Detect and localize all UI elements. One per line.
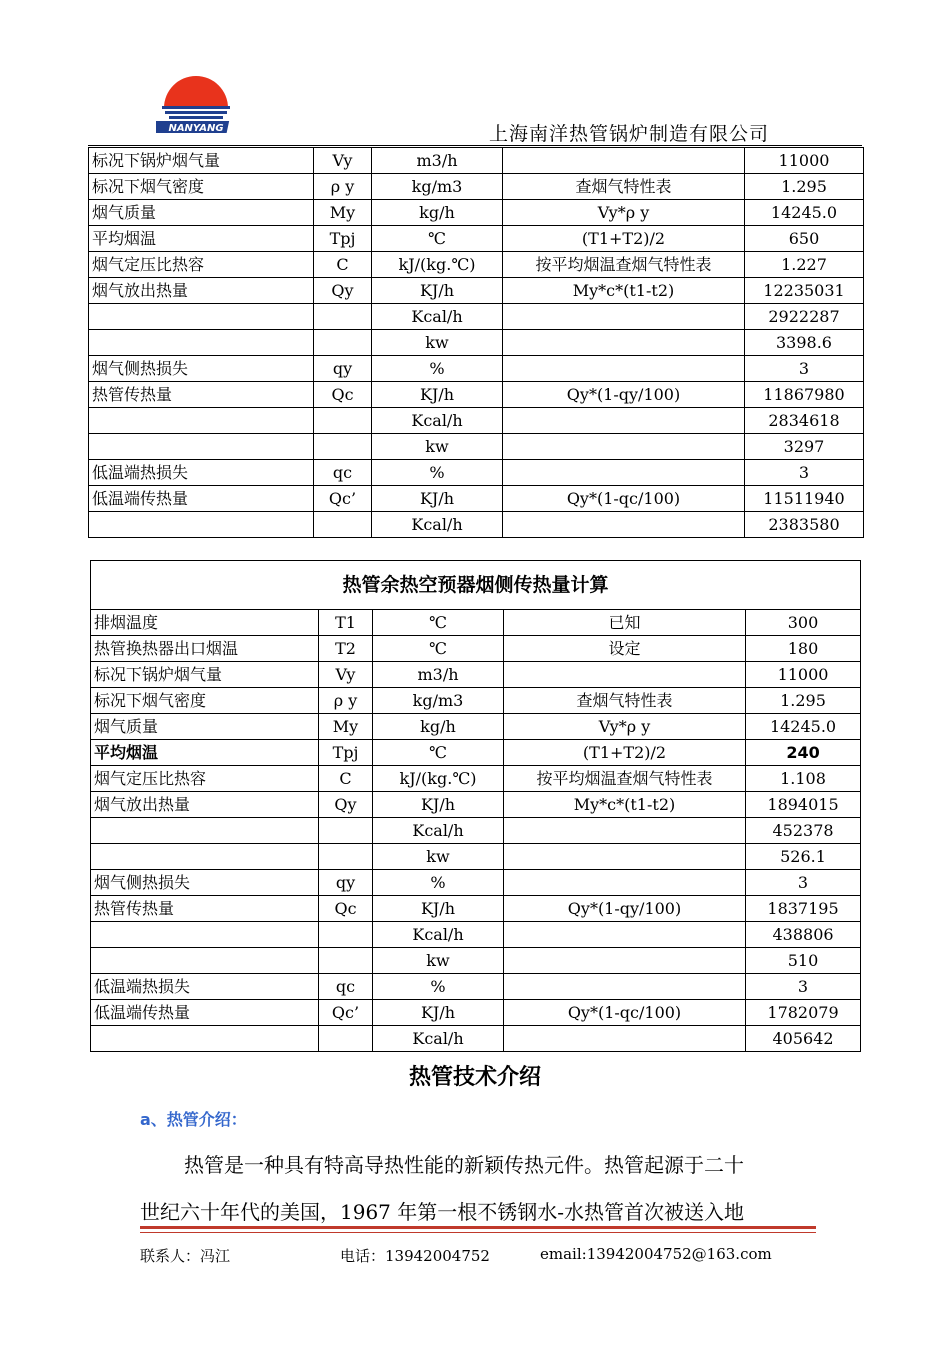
table-row <box>89 278 864 304</box>
row-name <box>91 948 319 974</box>
row-value: 438806 <box>746 922 861 948</box>
row-symbol <box>319 948 373 974</box>
row-symbol: C <box>319 766 373 792</box>
row-name <box>89 304 314 330</box>
row-value: 2383580 <box>745 512 864 538</box>
row-formula <box>503 356 745 382</box>
row-formula: My*c*(t1-t2) <box>503 278 745 304</box>
row-unit: m3/h <box>373 662 504 688</box>
row-formula <box>504 844 746 870</box>
table-row <box>91 1026 861 1052</box>
row-unit: % <box>373 870 504 896</box>
row-symbol <box>314 512 372 538</box>
row-name: 烟气侧热损失 <box>91 870 319 896</box>
table-row <box>89 252 864 278</box>
row-formula <box>504 818 746 844</box>
row-name <box>91 1026 319 1052</box>
row-symbol <box>319 1026 373 1052</box>
row-value: 1.108 <box>746 766 861 792</box>
row-formula: 设定 <box>504 636 746 662</box>
row-unit: Kcal/h <box>373 818 504 844</box>
row-value: 3 <box>746 974 861 1000</box>
row-value: 510 <box>746 948 861 974</box>
row-symbol <box>314 330 372 356</box>
row-unit: KJ/h <box>373 1000 504 1026</box>
table-row <box>89 148 864 174</box>
row-name: 平均烟温 <box>91 740 319 766</box>
row-symbol <box>319 844 373 870</box>
row-name: 烟气质量 <box>89 200 314 226</box>
row-unit: kw <box>373 844 504 870</box>
row-unit: KJ/h <box>373 792 504 818</box>
table-row <box>91 974 861 1000</box>
row-value: 11000 <box>745 148 864 174</box>
row-value: 1.295 <box>745 174 864 200</box>
row-formula <box>503 434 745 460</box>
row-unit: kw <box>372 330 503 356</box>
heat-calc-table-2 <box>90 560 861 1052</box>
row-value: 11867980 <box>745 382 864 408</box>
footer-phone: 电话：13942004752 <box>340 1247 490 1265</box>
row-unit: % <box>373 974 504 1000</box>
row-name: 低温端热损失 <box>89 460 314 486</box>
table-row <box>89 356 864 382</box>
row-formula: (T1+T2)/2 <box>503 226 745 252</box>
row-formula: Qy*(1-qy/100) <box>503 382 745 408</box>
table-row <box>91 870 861 896</box>
row-unit: KJ/h <box>372 278 503 304</box>
table-row <box>91 896 861 922</box>
row-formula <box>503 408 745 434</box>
row-formula <box>504 948 746 974</box>
row-value: 1.227 <box>745 252 864 278</box>
row-name: 烟气质量 <box>91 714 319 740</box>
table-row <box>91 636 861 662</box>
row-unit: m3/h <box>372 148 503 174</box>
table-row <box>89 408 864 434</box>
row-value: 650 <box>745 226 864 252</box>
row-name: 烟气放出热量 <box>89 278 314 304</box>
row-unit: Kcal/h <box>373 922 504 948</box>
row-name: 热管传热量 <box>89 382 314 408</box>
table-row <box>91 922 861 948</box>
row-symbol: qy <box>319 870 373 896</box>
footer-rule-thin <box>140 1232 816 1233</box>
row-formula: Qy*(1-qc/100) <box>503 486 745 512</box>
row-name: 烟气侧热损失 <box>89 356 314 382</box>
row-name <box>91 818 319 844</box>
footer-email: email:13942004752@163.com <box>540 1245 772 1263</box>
row-value: 2922287 <box>745 304 864 330</box>
row-unit: kg/m3 <box>373 688 504 714</box>
row-formula: Qy*(1-qc/100) <box>504 1000 746 1026</box>
row-unit: KJ/h <box>372 486 503 512</box>
row-name: 平均烟温 <box>89 226 314 252</box>
row-symbol: T1 <box>319 610 373 636</box>
row-unit: kg/m3 <box>372 174 503 200</box>
table-row <box>91 948 861 974</box>
row-unit: Kcal/h <box>372 304 503 330</box>
table-row <box>89 512 864 538</box>
row-name <box>89 434 314 460</box>
row-value: 1.295 <box>746 688 861 714</box>
row-unit: ℃ <box>372 226 503 252</box>
row-name: 标况下烟气密度 <box>91 688 319 714</box>
row-symbol <box>314 434 372 460</box>
table-row <box>89 382 864 408</box>
table-title: 热管余热空预器烟侧传热量计算 <box>91 561 861 610</box>
section-title: 热管技术介绍 <box>408 1065 541 1090</box>
row-symbol: My <box>319 714 373 740</box>
row-value: 452378 <box>746 818 861 844</box>
row-value: 300 <box>746 610 861 636</box>
row-symbol <box>314 408 372 434</box>
row-formula <box>503 460 745 486</box>
row-formula <box>503 304 745 330</box>
row-symbol <box>319 818 373 844</box>
row-value: 3398.6 <box>745 330 864 356</box>
section-subtitle: a、热管介绍： <box>140 1110 247 1129</box>
footer-rule <box>140 1226 816 1229</box>
row-unit: ℃ <box>373 610 504 636</box>
row-unit: Kcal/h <box>372 408 503 434</box>
row-symbol: Qy <box>319 792 373 818</box>
row-name <box>91 922 319 948</box>
row-value: 11000 <box>746 662 861 688</box>
row-unit: kg/h <box>373 714 504 740</box>
row-formula: My*c*(t1-t2) <box>504 792 746 818</box>
row-name: 低温端传热量 <box>91 1000 319 1026</box>
row-name: 低温端传热量 <box>89 486 314 512</box>
row-name: 标况下烟气密度 <box>89 174 314 200</box>
row-symbol <box>314 304 372 330</box>
paragraph-line: 世纪六十年代的美国，1967 年第一根不锈钢水-水热管首次被送入地 <box>140 1200 745 1224</box>
row-formula: 已知 <box>504 610 746 636</box>
row-value: 526.1 <box>746 844 861 870</box>
table-row <box>91 1000 861 1026</box>
company-name: 上海南洋热管锅炉制造有限公司 <box>489 123 770 145</box>
row-formula <box>504 922 746 948</box>
row-formula: 查烟气特性表 <box>503 174 745 200</box>
row-name: 热管换热器出口烟温 <box>91 636 319 662</box>
row-symbol: Qy <box>314 278 372 304</box>
table-row <box>91 714 861 740</box>
row-value: 405642 <box>746 1026 861 1052</box>
row-value: 3 <box>745 460 864 486</box>
table-row <box>91 740 861 766</box>
row-value: 3 <box>745 356 864 382</box>
row-unit: KJ/h <box>373 896 504 922</box>
row-name: 烟气定压比热容 <box>89 252 314 278</box>
row-symbol: Qc <box>314 382 372 408</box>
row-unit: KJ/h <box>372 382 503 408</box>
row-value: 1837195 <box>746 896 861 922</box>
row-value: 3 <box>746 870 861 896</box>
row-formula <box>503 512 745 538</box>
row-name: 标况下锅炉烟气量 <box>89 148 314 174</box>
row-value: 2834618 <box>745 408 864 434</box>
row-formula <box>504 974 746 1000</box>
row-value: 12235031 <box>745 278 864 304</box>
row-value: 11511940 <box>745 486 864 512</box>
row-symbol: ρ y <box>319 688 373 714</box>
table-row <box>89 330 864 356</box>
row-name: 热管传热量 <box>91 896 319 922</box>
table-row <box>89 174 864 200</box>
row-unit: kw <box>373 948 504 974</box>
table-row <box>91 662 861 688</box>
table-row <box>91 844 861 870</box>
row-name <box>89 512 314 538</box>
row-unit: kJ/(kg.℃) <box>372 252 503 278</box>
row-symbol: Qc <box>319 896 373 922</box>
row-value: 3297 <box>745 434 864 460</box>
footer-contact: 联系人：冯江 <box>140 1247 231 1265</box>
table-row <box>91 688 861 714</box>
row-formula: 查烟气特性表 <box>504 688 746 714</box>
row-symbol: Vy <box>314 148 372 174</box>
row-formula: Vy*ρ y <box>504 714 746 740</box>
row-name <box>91 844 319 870</box>
row-unit: ℃ <box>373 740 504 766</box>
row-unit: % <box>372 460 503 486</box>
row-symbol <box>319 922 373 948</box>
row-formula <box>503 148 745 174</box>
row-name: 排烟温度 <box>91 610 319 636</box>
company-logo <box>156 70 236 136</box>
row-symbol: Qc’ <box>314 486 372 512</box>
row-symbol: qc <box>314 460 372 486</box>
row-value: 1894015 <box>746 792 861 818</box>
row-unit: ℃ <box>373 636 504 662</box>
row-unit: Kcal/h <box>372 512 503 538</box>
table-row <box>89 226 864 252</box>
row-unit: kw <box>372 434 503 460</box>
row-unit: kg/h <box>372 200 503 226</box>
row-symbol: Qc’ <box>319 1000 373 1026</box>
table-row <box>89 434 864 460</box>
svg-text:NANYANG: NANYANG <box>168 123 224 134</box>
row-name <box>89 330 314 356</box>
row-name: 烟气定压比热容 <box>91 766 319 792</box>
table-row <box>91 766 861 792</box>
row-formula: (T1+T2)/2 <box>504 740 746 766</box>
row-value: 240 <box>746 740 861 766</box>
table-row <box>89 200 864 226</box>
row-symbol: My <box>314 200 372 226</box>
row-value: 1782079 <box>746 1000 861 1026</box>
heat-calc-table-1 <box>88 147 864 538</box>
row-formula <box>504 1026 746 1052</box>
row-formula <box>504 662 746 688</box>
row-formula: 按平均烟温查烟气特性表 <box>504 766 746 792</box>
row-formula <box>504 870 746 896</box>
table-row <box>89 304 864 330</box>
row-formula: 按平均烟温查烟气特性表 <box>503 252 745 278</box>
table-row <box>91 610 861 636</box>
row-formula: Qy*(1-qy/100) <box>504 896 746 922</box>
table-row <box>89 460 864 486</box>
row-formula <box>503 330 745 356</box>
row-name: 标况下锅炉烟气量 <box>91 662 319 688</box>
paragraph-line: 热管是一种具有特高导热性能的新颖传热元件。热管起源于二十 <box>184 1153 744 1177</box>
row-name: 低温端热损失 <box>91 974 319 1000</box>
row-unit: kJ/(kg.℃) <box>373 766 504 792</box>
row-symbol: C <box>314 252 372 278</box>
row-unit: Kcal/h <box>373 1026 504 1052</box>
row-unit: % <box>372 356 503 382</box>
row-symbol: Tpj <box>319 740 373 766</box>
row-value: 180 <box>746 636 861 662</box>
table-row <box>89 486 864 512</box>
row-value: 14245.0 <box>745 200 864 226</box>
row-formula: Vy*ρ y <box>503 200 745 226</box>
row-value: 14245.0 <box>746 714 861 740</box>
row-name <box>89 408 314 434</box>
row-symbol: Vy <box>319 662 373 688</box>
table-row <box>91 792 861 818</box>
row-symbol: ρ y <box>314 174 372 200</box>
header-divider <box>88 145 862 146</box>
row-symbol: T2 <box>319 636 373 662</box>
row-symbol: qy <box>314 356 372 382</box>
table-row <box>91 818 861 844</box>
row-symbol: Tpj <box>314 226 372 252</box>
row-name: 烟气放出热量 <box>91 792 319 818</box>
row-symbol: qc <box>319 974 373 1000</box>
